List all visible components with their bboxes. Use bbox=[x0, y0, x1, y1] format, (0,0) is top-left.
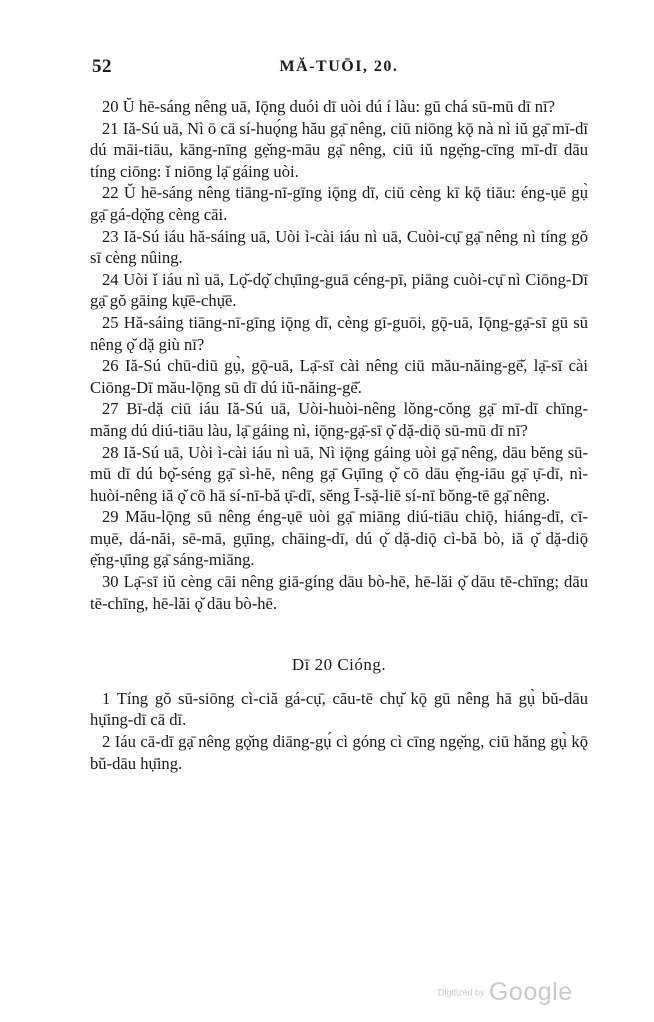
chapter-heading: Dī 20 Cióng. bbox=[291, 655, 387, 675]
chapter20-verse-2: 2 Iáu cā-dī gạ̄ nêng gǫ̆ng diāng-gụ́ cì góng cì cīng ngẹ̆ng, ciū hăng gụ̀ kǭ bŭ-dāu hụ̄ing. bbox=[90, 732, 588, 773]
running-title: MĂ-TUŌI, 20. bbox=[279, 58, 399, 75]
verse-30: 30 Lạ̄-sī iŭ cèng cāi nêng giā-gíng dāu bò-hē, hē-lăi ǫ̆ dāu tē-chīng; dāu tē-chīng, hē-lăi ǫ̆ dāu bò-hē. bbox=[90, 572, 588, 613]
verse-27: 27 Bī-dặ ciū iáu Iă-Sú uā, Uòi-huòi-nêng lŏng-cŏng gạ̄ mī-dī chīng-măng dú diú-tiāu làu, lạ̄ gáing nì, iǭng-gạ̄-sī ǫ̆ dặ-diǭ sū-mū dī nī? bbox=[90, 399, 588, 440]
verse-25: 25 Hă-sáing tiāng-nī-gīng iǭng dī, cèng gī-guōi, gǭ-uā, Iǭng-gạ̄-sī gū sū nêng ǫ̆ dặ giù nī? bbox=[90, 312, 588, 354]
verse-26: 26 Iă-Sú chū-diū gụ̀, gǭ-uā, Lạ̄-sī cài nêng ciū mău-năing-gē̆, lạ̄-sī cài Ciōng-Dī mău-lǭng sū dī dú iŭ-năing-gē̆. bbox=[90, 356, 588, 397]
watermark-prefix: Digitized by bbox=[438, 987, 485, 998]
verse-28: 28 Iă-Sú uā, Uòi ì-cài iáu nì uā, Nì iǭng gáing uòi gạ̄ nêng, dāu bĕng sū-mū dī dú bǫ̆-séng gạ̄ sì-hē, nêng gạ̄ Gụ̄ing ǫ̆ cō dāu ẹ̆ng-iāu gạ̄ ụ̄-dī, nì-huòi-nêng iă ǫ̆ cō hā sí-nī-bă ụ̄-dī, sĕng Ī-sặ-liē sí-nī bŏng-tē gạ̄ nêng. bbox=[90, 442, 588, 505]
verse-29: 29 Mău-lǭng sū nêng éng-ụē uòi gạ̄ miāng diú-tiāu chiǭ, hiáng-dī, cī-mụē, dá-năi, sē-mā, gụ̄ing, chāing-dī, dú ǫ̆ dặ-diǭ cì-bă bò, iă ǫ̆ dặ-diǭ ẹ̆ng-ụ̄ing gạ̄ sáng-miāng. bbox=[90, 507, 588, 570]
chapter20-verse-1: 1 Tíng gŏ sū-siōng cì-ciă gá-cụ̄, cău-tē chụ̆ kǭ gū nêng hā gụ̀ bŭ-dāu hụ̄ing-dī cā dī. bbox=[90, 688, 588, 730]
body-text bbox=[90, 96, 588, 774]
verse-20: 20 Ŭ hē-sáng nêng uā, Iǭng duói dī uòi dú í làu: gū chá sū-mū dī nī? bbox=[102, 97, 556, 116]
watermark-brand: Google bbox=[488, 978, 573, 1006]
google-watermark bbox=[438, 978, 573, 1007]
page-header bbox=[92, 56, 586, 82]
verse-24: 24 Uòi ǐ iáu nì uā, Lǫ̆-dǫ̆ chụ̄ing-guā céng-pī, piāng cuòi-cụ̄ nì Ciōng-Dī gạ̄ gŏ gāing kụ̄ē-chụ̄ē. bbox=[90, 269, 588, 311]
verse-22: 22 Ŭ hē-sáng nêng tiāng-nī-gīng iǭng dī, ciū cèng kī kǭ tiāu: éng-ụē gụ̀ gạ̄ gá-dǫ̆ng cèng cāi. bbox=[90, 183, 588, 224]
verse-21: 21 Iă-Sú uā, Nì ō cā sí-huǫ́ng hău gạ̄ nêng, ciū niōng kǭ nà nì iŭ gạ̄ mī-dī dú māi-tiāu, kāng-nīng gẹ̆ng-māu gạ̄ nêng, ciū iŭ ngẹ̆ng-cīng mī-dī dāu tíng ciōng: ǐ niōng lạ̄ gáing uòi. bbox=[90, 118, 588, 181]
page-number: 52 bbox=[92, 56, 112, 77]
verse-23: 23 Iă-Sú iáu hă-sáing uā, Uòi ì-cài iáu nì uā, Cuòi-cụ̄ gạ̄ nêng nì tíng gŏ sī cèng nûing. bbox=[90, 226, 588, 268]
